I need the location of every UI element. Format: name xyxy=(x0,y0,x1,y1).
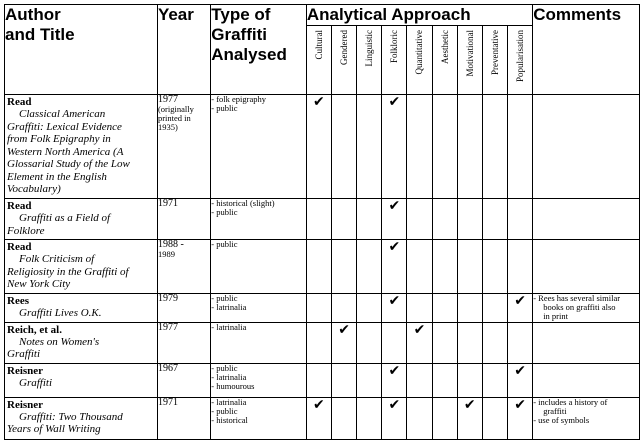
approach-cell-gendered xyxy=(331,397,356,439)
approach-cell-aesthetic xyxy=(432,322,457,363)
approach-header-linguistic xyxy=(357,26,382,95)
table-row xyxy=(5,363,640,397)
author-name: Reisner xyxy=(7,364,44,377)
approach-cell-cultural xyxy=(306,293,331,322)
work-title-line: Folk Criticism of xyxy=(19,253,95,265)
approach-cell-cultural xyxy=(306,95,331,199)
comment-line: - includes a history of xyxy=(533,396,608,407)
graffiti-type-cell xyxy=(211,199,307,240)
approach-cell-linguistic xyxy=(357,397,382,439)
author-name: Read xyxy=(7,200,32,212)
approach-cell-quantitative xyxy=(407,199,432,240)
approach-label: Motivational xyxy=(464,30,475,77)
approach-cell-gendered xyxy=(331,240,356,294)
graffiti-type: - humourous xyxy=(211,380,255,391)
approach-cell-cultural xyxy=(306,322,331,363)
header-author-title xyxy=(5,5,158,95)
approach-label: Gendered xyxy=(339,30,350,65)
year-cell xyxy=(157,363,210,397)
approach-cell-gendered xyxy=(331,293,356,322)
approach-cell-aesthetic xyxy=(432,397,457,439)
approach-cell-motivational xyxy=(457,199,482,240)
comments-cell xyxy=(533,363,640,397)
author-title-cell xyxy=(5,95,158,199)
check-mark-icon: ✔ xyxy=(313,396,325,413)
graffiti-type-cell xyxy=(211,95,307,199)
approach-cell-preventative xyxy=(482,95,507,199)
check-mark-icon: ✔ xyxy=(463,396,476,413)
approach-cell-popularisation xyxy=(507,397,532,439)
approach-cell-linguistic xyxy=(357,199,382,240)
approach-cell-motivational xyxy=(457,363,482,397)
approach-header-folkloric xyxy=(382,26,407,95)
approach-label: Popularisation xyxy=(515,30,526,82)
approach-cell-preventative xyxy=(482,397,507,439)
approach-cell-quantitative xyxy=(407,322,432,363)
check-mark-icon: ✔ xyxy=(388,94,401,110)
table-row xyxy=(5,240,640,294)
approach-cell-motivational xyxy=(457,293,482,322)
approach-cell-popularisation xyxy=(507,322,532,363)
approach-label: Quantitative xyxy=(414,30,425,75)
check-mark-icon: ✔ xyxy=(313,94,325,110)
approach-cell-popularisation xyxy=(507,199,532,240)
approach-cell-gendered xyxy=(331,199,356,240)
approach-cell-preventative xyxy=(482,199,507,240)
approach-cell-motivational xyxy=(457,397,482,439)
approach-cell-linguistic xyxy=(357,293,382,322)
graffiti-type-cell xyxy=(211,240,307,294)
year-line: 1977 xyxy=(157,94,178,105)
approach-header-gendered xyxy=(331,26,356,95)
approach-label: Aesthetic xyxy=(439,30,450,64)
header-title-line: and Title xyxy=(5,25,75,44)
year-line: 1977 xyxy=(157,321,178,333)
check-mark-icon: ✔ xyxy=(388,198,401,214)
approach-cell-linguistic xyxy=(357,363,382,397)
approach-cell-popularisation xyxy=(507,293,532,322)
graffiti-type: - public xyxy=(211,207,238,217)
approach-cell-popularisation xyxy=(507,363,532,397)
graffiti-type: - historical xyxy=(211,414,248,425)
work-title-line: Folklore xyxy=(7,224,45,237)
graffiti-type: - public xyxy=(211,103,238,113)
graffiti-type: - public xyxy=(211,239,238,249)
approach-cell-folkloric xyxy=(382,240,407,294)
work-title xyxy=(5,212,157,239)
graffiti-type: - latrinalia xyxy=(211,301,247,312)
year-line: 1989 xyxy=(157,249,175,259)
check-mark-icon: ✔ xyxy=(514,396,526,413)
header-analytical-approach: Analytical Approach xyxy=(306,5,532,26)
work-title-line: Graffiti as a Field of xyxy=(19,212,111,224)
check-mark-icon: ✔ xyxy=(514,292,526,309)
comment-line: graffiti xyxy=(543,405,567,416)
year-line: 1935) xyxy=(157,122,178,132)
approach-cell-quantitative xyxy=(407,397,432,439)
work-title xyxy=(5,253,157,293)
check-mark-icon: ✔ xyxy=(514,362,526,379)
work-title-line: Graffiti: Lexical Evidence xyxy=(7,120,122,133)
work-title-line: Element in the English xyxy=(7,170,107,183)
author-title-cell xyxy=(5,322,158,363)
header-type-line-1: Type of xyxy=(211,5,271,24)
graffiti-type-cell xyxy=(211,293,307,322)
year-line: 1971 xyxy=(157,396,178,408)
year-line: 1967 xyxy=(157,362,178,374)
approach-cell-quantitative xyxy=(407,95,432,199)
work-title-line: New York City xyxy=(7,278,71,290)
approach-label: Preventative xyxy=(489,30,500,75)
author-title-cell xyxy=(5,363,158,397)
approach-cell-preventative xyxy=(482,293,507,322)
comments-cell xyxy=(533,95,640,199)
table-row xyxy=(5,322,640,363)
work-title-line: Vocabulary) xyxy=(7,183,61,195)
header-author-line: Author xyxy=(5,5,61,24)
approach-cell-cultural xyxy=(306,199,331,240)
table-body xyxy=(5,95,640,440)
approach-cell-quantitative xyxy=(407,363,432,397)
work-title-line: Graffiti: Two Thousand xyxy=(19,410,123,423)
approach-cell-linguistic xyxy=(357,322,382,363)
approach-cell-folkloric xyxy=(382,322,407,363)
approach-cell-gendered xyxy=(331,322,356,363)
comments-cell xyxy=(533,199,640,240)
approach-cell-quantitative xyxy=(407,240,432,294)
author-title-cell xyxy=(5,240,158,294)
approach-cell-quantitative xyxy=(407,293,432,322)
approach-cell-motivational xyxy=(457,95,482,199)
year-cell xyxy=(157,322,210,363)
work-title xyxy=(5,411,157,438)
work-title xyxy=(5,377,157,392)
year-line: 1979 xyxy=(157,292,178,304)
work-title-line: Graffiti xyxy=(7,348,41,360)
approach-cell-aesthetic xyxy=(432,363,457,397)
approach-header-popularisation xyxy=(507,26,532,95)
year-cell xyxy=(157,199,210,240)
approach-cell-popularisation xyxy=(507,240,532,294)
graffiti-type-cell xyxy=(211,363,307,397)
comments-cell xyxy=(533,322,640,363)
graffiti-type: - public xyxy=(211,362,238,373)
approach-cell-preventative xyxy=(482,363,507,397)
author-name: Reisner xyxy=(7,398,44,411)
approach-cell-gendered xyxy=(331,363,356,397)
year-cell xyxy=(157,293,210,322)
work-title-line: Classical American xyxy=(19,108,106,120)
comment-line: - use of symbols xyxy=(533,414,590,425)
comment-line: in print xyxy=(543,310,568,321)
author-name: Reich, et al. xyxy=(7,323,62,336)
year-cell xyxy=(157,240,210,294)
graffiti-type: - public xyxy=(211,292,238,303)
comments-cell xyxy=(533,240,640,294)
approach-cell-motivational xyxy=(457,322,482,363)
author-name: Read xyxy=(7,96,32,108)
approach-cell-preventative xyxy=(482,322,507,363)
year-line: (originally xyxy=(157,104,194,114)
approach-cell-preventative xyxy=(482,240,507,294)
author-title-cell xyxy=(5,397,158,439)
work-title-line: from Folk Epigraphy in xyxy=(7,133,111,145)
graffiti-type: - public xyxy=(211,405,238,416)
graffiti-type: - folk epigraphy xyxy=(211,94,267,104)
header-type-line-3: Analysed xyxy=(211,45,287,64)
graffiti-type: - latrinalia xyxy=(211,321,247,332)
work-title-line: Graffiti xyxy=(19,376,53,389)
comments-cell xyxy=(533,397,640,439)
approach-cell-folkloric xyxy=(382,199,407,240)
graffiti-type: - latrinalia xyxy=(211,371,247,382)
approach-header-cultural xyxy=(306,26,331,95)
year-line: 1988 - xyxy=(157,239,184,250)
approach-cell-linguistic xyxy=(357,95,382,199)
check-mark-icon: ✔ xyxy=(388,362,401,379)
approach-header-quantitative xyxy=(407,26,432,95)
author-title-cell xyxy=(5,293,158,322)
author-title-cell xyxy=(5,199,158,240)
comment-line: books on graffiti also xyxy=(543,301,616,312)
approach-cell-linguistic xyxy=(357,240,382,294)
approach-cell-aesthetic xyxy=(432,293,457,322)
check-mark-icon: ✔ xyxy=(338,321,350,338)
approach-cell-folkloric xyxy=(382,397,407,439)
approach-cell-cultural xyxy=(306,397,331,439)
approach-cell-motivational xyxy=(457,240,482,294)
author-name: Rees xyxy=(7,294,29,307)
approach-cell-aesthetic xyxy=(432,95,457,199)
approach-cell-folkloric xyxy=(382,363,407,397)
year-line: printed in xyxy=(157,113,191,123)
check-mark-icon: ✔ xyxy=(388,292,401,309)
table-row xyxy=(5,199,640,240)
graffiti-type: - historical (slight) xyxy=(211,198,275,208)
table-row xyxy=(5,95,640,199)
work-title xyxy=(5,336,157,363)
approach-label: Linguistic xyxy=(364,30,375,67)
work-title-line: Glossarial Study of the Low xyxy=(7,158,130,170)
work-title-line: Western North America (A xyxy=(7,145,124,158)
comments-cell xyxy=(533,293,640,322)
table-row xyxy=(5,397,640,439)
work-title-line: Religiosity in the Graffiti of xyxy=(7,265,129,278)
year-cell xyxy=(157,95,210,199)
approach-cell-popularisation xyxy=(507,95,532,199)
approach-cell-folkloric xyxy=(382,95,407,199)
graffiti-type: - latrinalia xyxy=(211,396,247,407)
year-line: 1971 xyxy=(157,198,178,209)
table-row xyxy=(5,293,640,322)
work-title-line: Notes on Women's xyxy=(19,335,100,348)
work-title-line: Graffiti Lives O.K. xyxy=(19,306,102,319)
header-type-line-2: Graffiti xyxy=(211,25,267,44)
graffiti-type-cell xyxy=(211,322,307,363)
year-cell xyxy=(157,397,210,439)
bibliography-table xyxy=(4,4,640,440)
work-title-line: Years of Wall Writing xyxy=(7,423,101,435)
author-name: Read xyxy=(7,241,32,253)
approach-cell-cultural xyxy=(306,363,331,397)
header-comments: Comments xyxy=(533,5,640,95)
approach-label: Cultural xyxy=(313,30,324,60)
header-type xyxy=(211,5,307,95)
approach-header-aesthetic xyxy=(432,26,457,95)
approach-cell-folkloric xyxy=(382,293,407,322)
comment-line: - Rees has several similar xyxy=(533,292,621,303)
work-title xyxy=(5,108,157,198)
approach-header-motivational xyxy=(457,26,482,95)
check-mark-icon: ✔ xyxy=(388,239,401,255)
work-title xyxy=(5,307,157,322)
header-year: Year xyxy=(157,5,210,95)
graffiti-type-cell xyxy=(211,397,307,439)
check-mark-icon: ✔ xyxy=(413,321,426,338)
approach-header-preventative xyxy=(482,26,507,95)
check-mark-icon: ✔ xyxy=(388,396,401,413)
approach-cell-gendered xyxy=(331,95,356,199)
approach-cell-aesthetic xyxy=(432,199,457,240)
approach-label: Folkloric xyxy=(389,30,400,63)
approach-cell-cultural xyxy=(306,240,331,294)
approach-cell-aesthetic xyxy=(432,240,457,294)
